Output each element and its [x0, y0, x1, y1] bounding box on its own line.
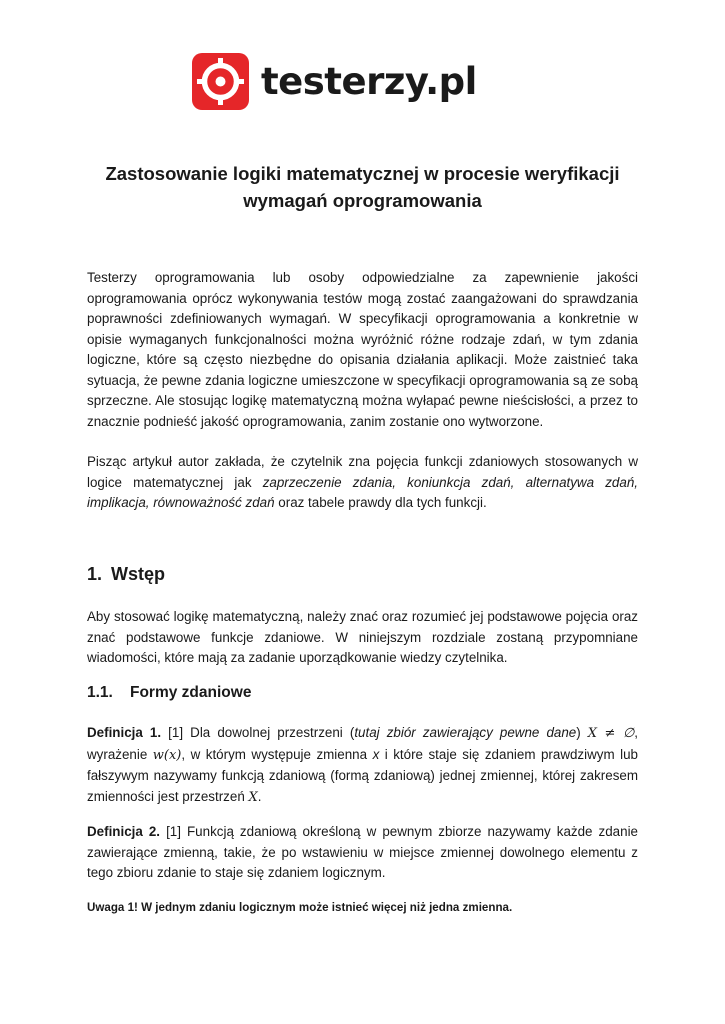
document-title: Zastosowanie logiki matematycznej w procesie weryfikacji wymagań oprogramowania	[105, 163, 620, 211]
logo	[192, 52, 477, 110]
function-terms: zaprzeczenie zdania, koniunkcja zdań, alternatywa zdań, implikacja, równoważność zdań	[87, 474, 638, 510]
note-1: Uwaga 1! W jednym zdaniu logicznym może istnieć więcej niż jedna zmienna.	[87, 901, 513, 914]
definition-1: Definicja 1. [1] Dla dowolnej przestrzeni (tutaj zbiór zawierający pewne dane) X ≠ ∅, wyrażenie w(x), w którym występuje zmienna x i które staje się zdaniem prawdziwym lub fałszywym nazywamy funkcją zdaniową (formą zdaniową) jednej zmiennej, której zakresem zmienności jest przestrzeń X.	[87, 725, 639, 805]
section-1-heading: 1. Wstęp	[87, 564, 166, 584]
section-1-text: Aby stosować logikę matematyczną, należy znać oraz rozumieć jej podstawowe pojęcia oraz znać podstawowe funkcje zdaniowe. W niniejszym rozdziale zostaną przypomniane wiadomości, które mają za zadanie uporządkowanie wiedzy czytelnika.	[87, 609, 638, 665]
intro-paragraph-1: Testerzy oprogramowania lub osoby odpowiedzialne za zapewnienie jakości oprogramowania oprócz wykonywania testów mogą zostać zaangażowani do sprawdzania poprawności zdefiniowanych wymagań. W specyfikacji oprogramowania a konkretnie w opisie wymaganych funkcjonalności można wyróżnić różne rodzaje zdań, w tym zdania logiczne, które są często niezbędne do opisania działania aplikacji. Może zaistnieć taka sytuacja, że pewne zdania logiczne umieszczone w specyfikacji oprogramowania są ze sobą sprzeczne. Ale stosując logikę matematyczną można wyłapać pewne nieścisłości, a przez to znacznie podnieść jakość oprogramowania, zanim zostanie ono wytworzone.	[87, 270, 638, 429]
definition-1-label: Definicja 1.	[87, 725, 162, 740]
intro-paragraph-2: Pisząc artykuł autor zakłada, że czytelnik zna pojęcia funkcji zdaniowych stosowanych w logice matematycznej jak zaprzeczenie zdania, koniunkcja zdań, alternatywa zdań, implikacja, równoważność zdań oraz tabele prawdy dla tych funkcji.	[87, 454, 638, 510]
target-icon	[192, 53, 249, 110]
definition-2-label: Definicja 2.	[87, 824, 161, 839]
brand-name: testerzy.pl	[261, 59, 477, 103]
definition-2: Definicja 2. [1] Funkcją zdaniową określoną w pewnym zbiorze nazywamy każde zdanie zawierające zmienną, takie, że po wstawieniu w miejsce zmiennej dowolnego elementu z tego zbioru zdanie to staje się zdaniem logicznym.	[87, 824, 639, 880]
section-1-1-heading: 1.1. Formy zdaniowe	[87, 684, 252, 701]
